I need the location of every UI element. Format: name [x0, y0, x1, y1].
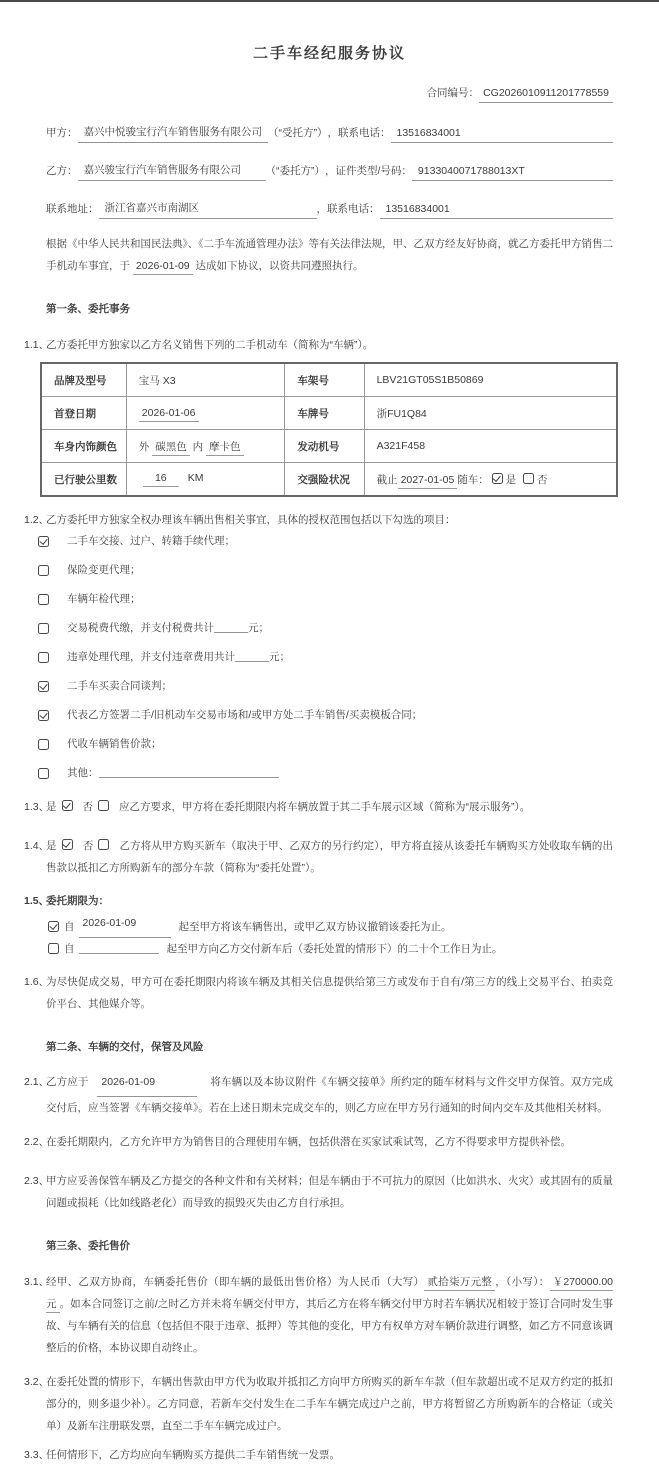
checkbox-icon — [38, 594, 49, 605]
list-item: 代收车辆销售价款； — [38, 738, 613, 750]
list-item: 二手车交接、过户、转籍手续代理； — [38, 535, 613, 547]
price-in-words: 贰拾柒万元整 — [424, 1276, 495, 1291]
party-b-alias: （“委托方”） — [265, 165, 325, 177]
entrust-period-heading: 委托期限为： — [46, 895, 109, 907]
party-a-line — [46, 124, 613, 143]
period-start-blank — [79, 943, 159, 954]
first-registration-label: 首登日期 — [41, 397, 126, 430]
list-item: 代表乙方签署二手/旧机动车交易市场和/或甲方处二手车销售/买卖模板合同； — [38, 709, 613, 721]
brand-model-value: 宝马 X3 — [126, 363, 285, 397]
contact-address-line — [46, 200, 613, 219]
party-b-line — [46, 162, 613, 181]
clause-3-3: 3.3、 任何情形下，乙方均应向车辆购买方提供二手车销售统一发票。 — [24, 1449, 340, 1461]
contract-number-value: CG2026010911201778559 — [479, 87, 613, 103]
address-phone-label: ，联系电话： — [316, 203, 380, 215]
vehicle-info-table — [40, 362, 618, 497]
checkbox-icon — [38, 565, 49, 576]
insurance-no-checkbox-icon — [523, 473, 534, 484]
mileage-value — [126, 463, 285, 497]
clause-2-1: 2.1、 乙方应于 2026-01-09 将车辆以及本协议附件《车辆交接单》所约定的随车材料与文件交甲方保管。双方完成交付后，应当签署《车辆交接单》。若在上述日期未完成交车的，则乙方应在甲方另行通知的时间内交车及其他相关材料。 — [46, 1071, 613, 1119]
contract-number-label: 合同编号： — [426, 87, 480, 99]
party-b-name: 嘉兴骏宝行汽车销售服务有限公司 — [78, 162, 266, 181]
other-blank — [99, 767, 279, 778]
clause-1-4: 1.4、 是 否 乙方将从甲方购买新车（取决于甲、乙双方的另行约定），甲方将直接从该委托车辆购买方处收取车辆的出售款以抵扣乙方所购新车的部分车款（简称为“委托处置”）。 — [24, 840, 614, 874]
party-a-label: 甲方： — [46, 127, 78, 139]
clause-1-3: 1.3、 是 否 应乙方要求，甲方将在委托期限内将车辆放置于其二手车展示区域（简称为“展示服务”）。 — [24, 801, 531, 813]
delivery-date: 2026-01-09 — [97, 1071, 197, 1097]
insurance-yes-checkbox-icon — [492, 473, 503, 484]
party-a-phone-label: ，联系电话： — [327, 127, 391, 139]
address-label: 联系地址： — [46, 203, 99, 215]
tax-amount-blank — [214, 622, 248, 633]
entrust-period-option-1: 自 2026-01-09 起至甲方将该车辆售出，或甲乙双方协议撤销该委托为止。 — [46, 912, 613, 938]
checkbox-icon — [38, 710, 49, 721]
clause-3-2: 3.2、 在委托处置的情形下，车辆出售款由甲方代为收取并抵扣乙方向甲方所购买的新车车款（但车款超出或不足双方约定的抵扣部分的，则多退少补）。乙方同意，若新车交付发生在二手车车辆完成过户之前，甲方将暂留乙方所购新车的合格证（或关单）及新车注册联发票，直至二手车车辆完成过户。 — [24, 1376, 613, 1432]
table-row — [41, 430, 617, 463]
checkbox-icon — [38, 536, 49, 547]
contract-number-line — [46, 85, 613, 100]
list-item: 违章处理代理，并支付违章费用共计 元； — [38, 651, 613, 663]
table-row — [41, 463, 617, 497]
checkbox-icon — [38, 681, 49, 692]
list-item: 车辆年检代理； — [38, 593, 613, 605]
page-title: 二手车经纪服务协议 — [252, 45, 406, 62]
table-row — [41, 363, 617, 397]
display-service-yes-checkbox-icon — [62, 800, 73, 811]
clause-1-5: 1.5、 委托期限为： 自 2026-01-09 起至甲方将该车辆售出，或甲乙双方协议撤销该委托为止。 自 起至甲方向乙方交付新车后（委托处置的情形下）的二十个工作日为止。 — [46, 890, 613, 960]
violation-fee-blank — [235, 651, 269, 662]
display-service-no-checkbox-icon — [98, 800, 109, 811]
address-value: 浙江省嘉兴市南湖区 — [99, 200, 317, 219]
table-row — [41, 397, 617, 430]
intro-paragraph: 根据《中华人民共和国民法典》、《二手车流通管理办法》等有关法律法规，甲、乙双方经友好协商，就乙方委托甲方销售二手机动车事宜，于 2026-01-09 达成如下协议，以资共同遵照执行。 — [46, 233, 613, 277]
interior-color: 摩卡色 — [206, 441, 244, 456]
entrust-period-option-2: 自 起至甲方向乙方交付新车后（委托处置的情形下）的二十个工作日为止。 — [46, 938, 613, 960]
section-2-heading: 第二条、车辆的交付，保管及风险 — [46, 1041, 204, 1053]
brand-model-label: 品牌及型号 — [41, 363, 126, 397]
period-option-2-checkbox-icon — [48, 943, 59, 954]
new-car-yes-checkbox-icon — [62, 839, 73, 850]
section-1-heading: 第一条、委托事务 — [46, 303, 130, 315]
party-a-alias: （“受托方”） — [268, 127, 328, 139]
clause-1-6: 1.6、 为尽快促成交易，甲方可在委托期限内将该车辆及其相关信息提供给第三方或发布于自有/第三方的线上交易平台、拍卖竞价平台、其他媒介等。 — [24, 976, 613, 1010]
checkbox-icon — [38, 623, 49, 634]
exterior-color: 碳黑色 — [152, 441, 190, 456]
clause-2-3: 2.3、 甲方应妥善保管车辆及乙方提交的各种文件和有关材料；但是车辆由于不可抗力的原因（比如洪水、火灾）或其固有的质量问题或损耗（比如线路老化）而导致的损毁灭失由乙方自行承担。 — [24, 1175, 613, 1209]
agreement-date: 2026-01-09 — [133, 260, 193, 275]
price-in-figures: ￥270000.00元 — [46, 1276, 613, 1313]
party-b-label: 乙方： — [46, 165, 78, 177]
insurance-label: 交强险状况 — [285, 463, 364, 497]
insurance-value: 截止 2027-01-05 随车： 是 否 — [364, 463, 617, 497]
clause-3-1: 3.1、 经甲、乙双方协商，车辆委托售价（即车辆的最低出售价格）为人民币（大写） 贰拾柒万元整 ，（小写）： ￥270000.00元 。如本合同签订之前/之时乙方并未将车辆交付甲方，其后乙方在将车辆交付甲方时若车辆状况相较于签订合同时发生事故、与车辆有关的信息（包括但不限于违章、抵押）等其他的变化，甲方有权单方对车辆价款进行调整，如乙方不同意该调整后的价格，本协议即自动终止。 — [24, 1276, 614, 1354]
insurance-date: 2027-01-05 — [398, 474, 458, 489]
first-registration-value: 2026-01-06 — [126, 397, 285, 430]
vin-value: LBV21GT05S1B50869 — [364, 363, 617, 397]
address-phone: 13516834001 — [380, 203, 614, 219]
color-value: 外 碳黑色 内 摩卡色 — [126, 430, 285, 463]
party-b-id: 9133040071788013XT — [412, 165, 613, 181]
list-item: 保险变更代理； — [38, 564, 613, 576]
plate-label: 车牌号 — [285, 397, 364, 430]
list-item: 二手车买卖合同谈判； — [38, 680, 613, 692]
checkbox-icon — [38, 739, 49, 750]
party-a-name: 嘉兴中悦骏宝行汽车销售服务有限公司 — [78, 124, 269, 143]
list-item: 交易税费代缴，并支付税费共计 元； — [38, 622, 613, 634]
mileage-unit: KM — [187, 471, 204, 484]
section-3-heading: 第三条、委托售价 — [46, 1240, 130, 1252]
plate-value: 浙FU1Q84 — [364, 397, 617, 430]
mileage-km: 16 — [143, 472, 179, 487]
vin-label: 车架号 — [285, 363, 364, 397]
engine-no-value: A321F458 — [364, 430, 617, 463]
color-label: 车身内饰颜色 — [41, 430, 126, 463]
clause-2-2: 2.2、 在委托期限内，乙方允许甲方为销售目的合理使用车辆，包括供潜在买家试乘试驾，乙方不得要求甲方提供补偿。 — [24, 1136, 571, 1148]
checkbox-icon — [38, 768, 49, 779]
party-b-id-label: ，证件类型/号码： — [325, 165, 412, 177]
engine-no-label: 发动机号 — [285, 430, 364, 463]
clause-1-2: 1.2、 乙方委托甲方独家全权办理该车辆出售相关事宜，具体的授权范围包括以下勾选的项目： — [24, 514, 456, 526]
period-start-date: 2026-01-09 — [79, 912, 171, 938]
party-a-phone: 13516834001 — [391, 127, 614, 143]
checkbox-icon — [38, 652, 49, 663]
list-item: 其他： — [38, 767, 613, 779]
authorization-list — [46, 535, 613, 779]
new-car-no-checkbox-icon — [98, 839, 109, 850]
period-option-1-checkbox-icon — [48, 921, 59, 932]
clause-1-1: 1.1、 乙方委托甲方独家以乙方名义销售下列的二手机动车（简称为“车辆”）。 — [24, 339, 374, 351]
mileage-label: 已行驶公里数 — [41, 463, 126, 497]
